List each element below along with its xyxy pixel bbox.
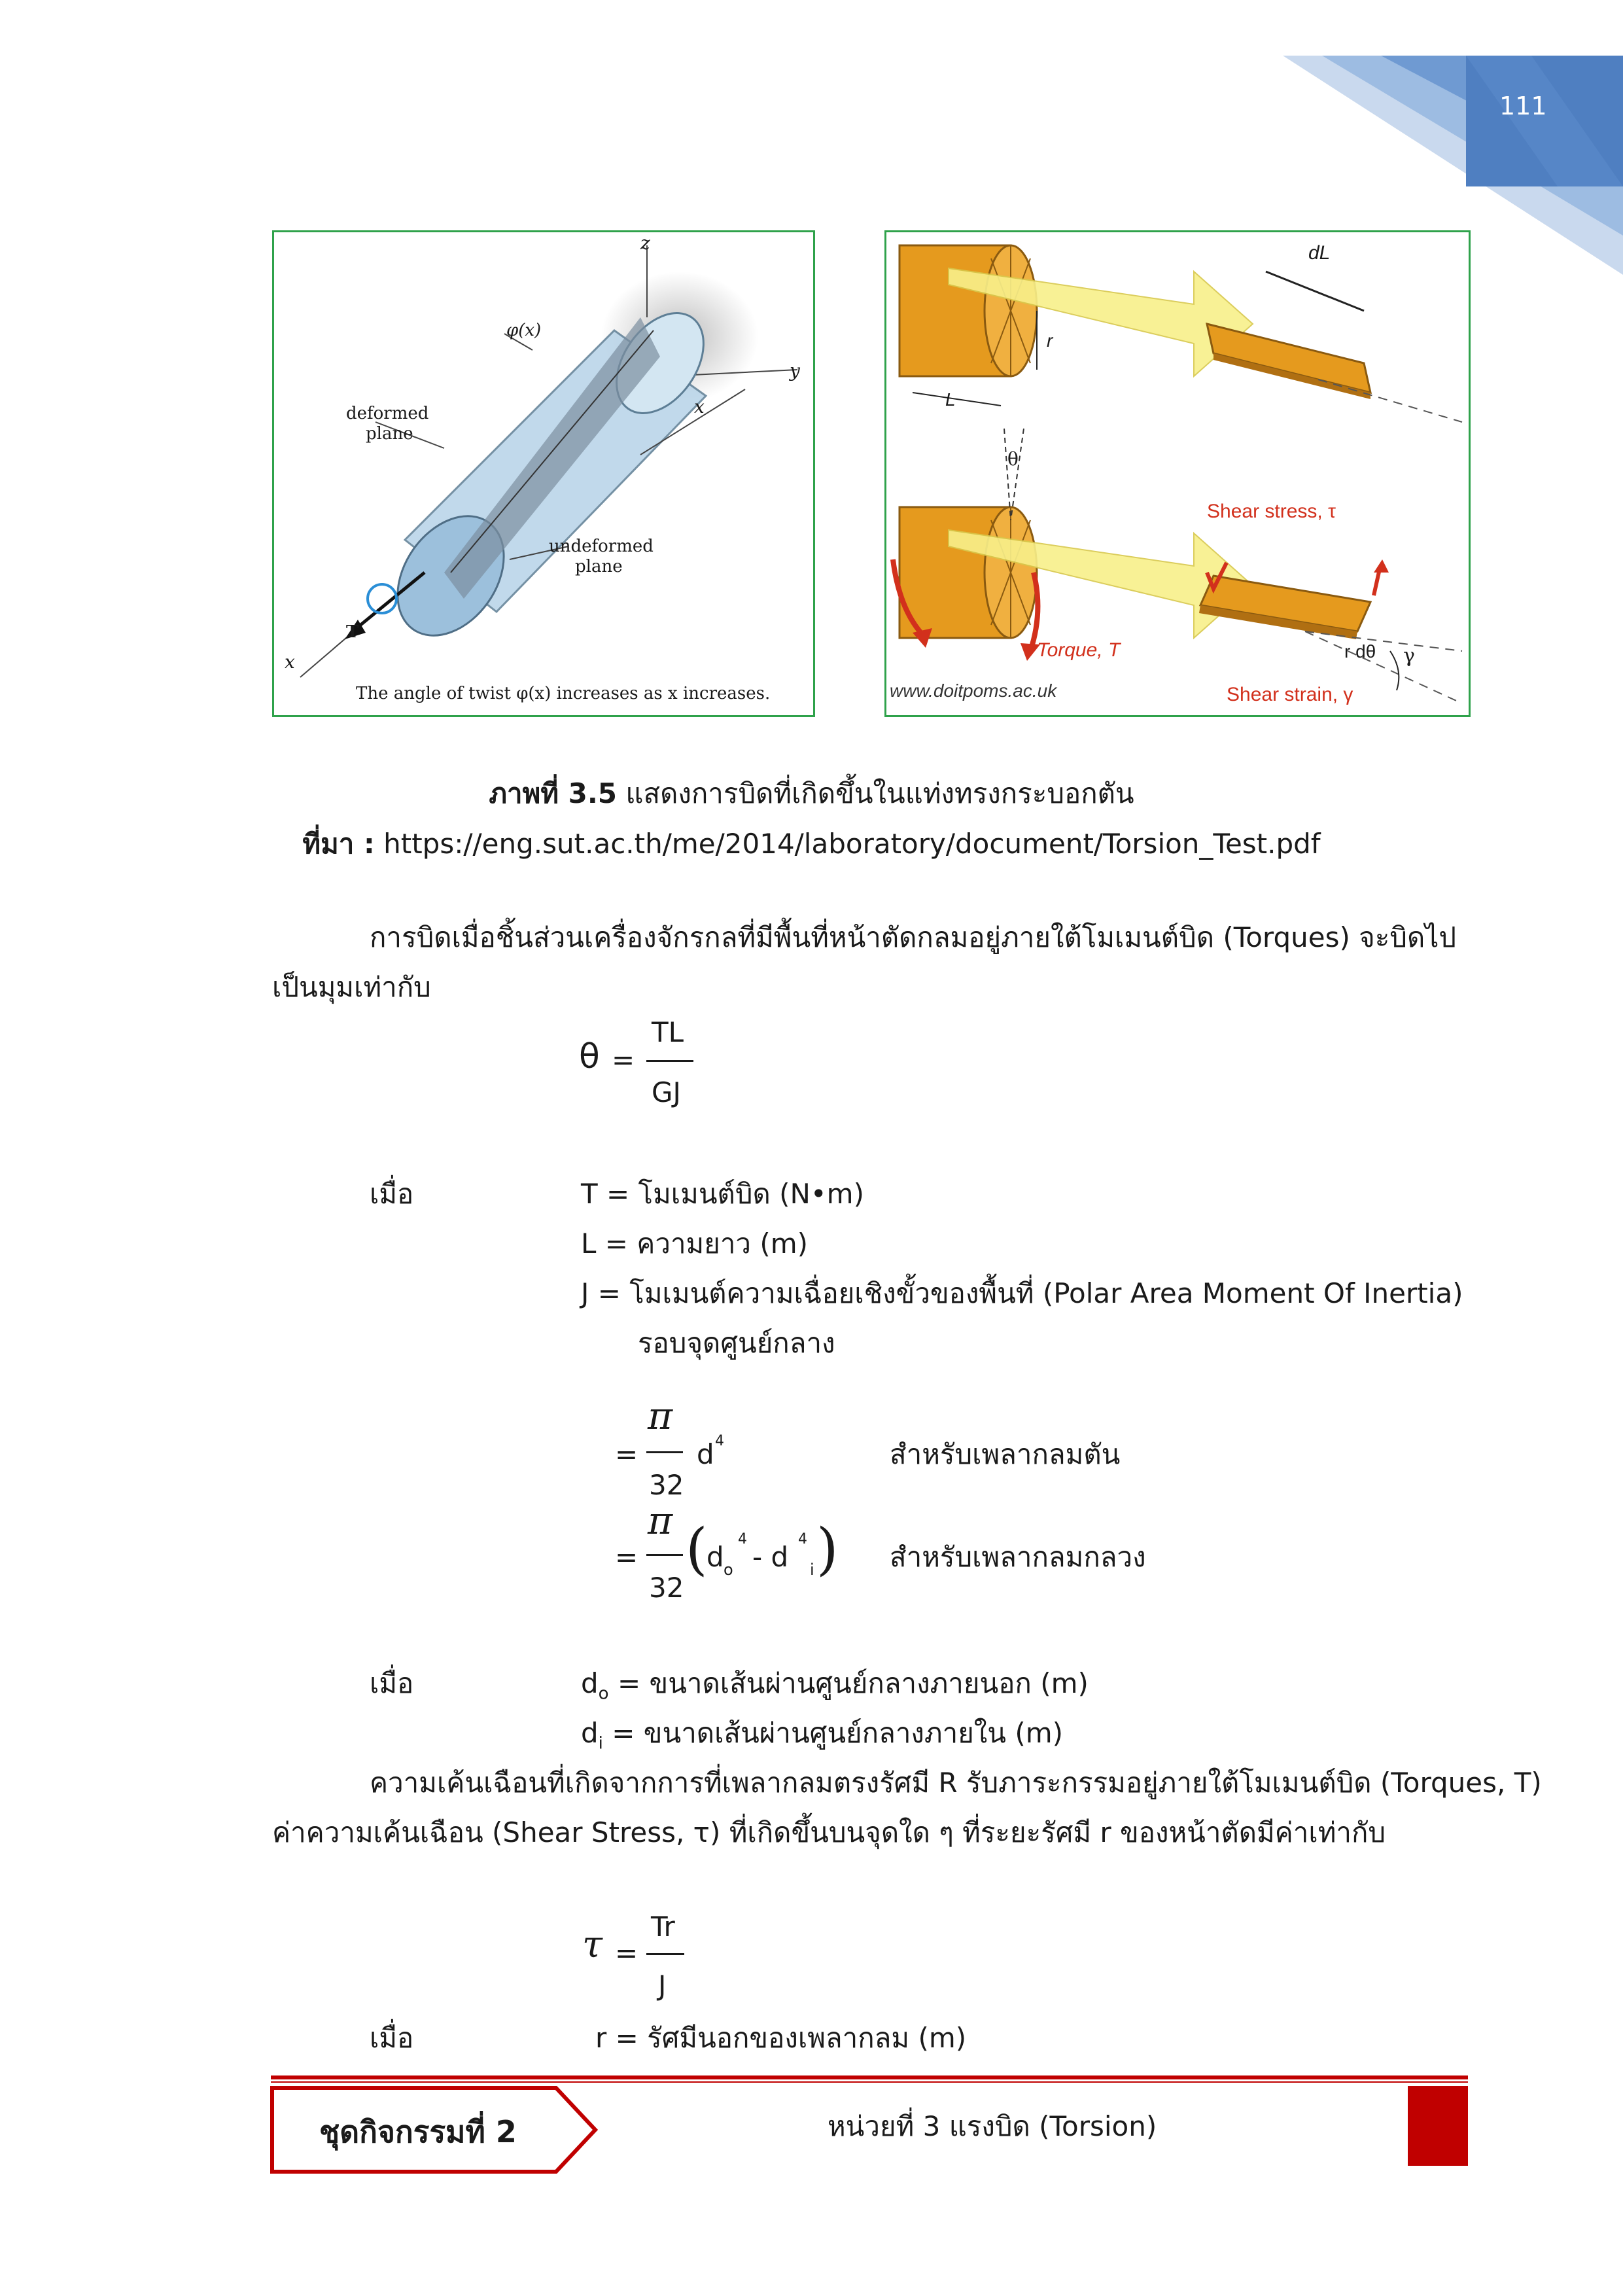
axis-y-label: y: [790, 360, 800, 381]
undeformed-label-1: undeformed: [549, 537, 654, 556]
l-label: L: [945, 389, 956, 410]
eqJ2-left-paren: (: [686, 1517, 708, 1582]
figure-right-shear-strain: [884, 230, 1471, 717]
axis-x-label-top: x: [694, 396, 705, 417]
eqJ2-note: สำหรับเพลากลมกลวง: [890, 1541, 1146, 1573]
eqJ2-denominator: 32: [649, 1572, 684, 1604]
shear-strain-diagram: [886, 232, 1469, 715]
eq1-denominator: GJ: [652, 1076, 681, 1108]
where-label-1: เมื่อ: [370, 1178, 414, 1210]
eq3-equals: =: [615, 1937, 638, 1969]
def-di-var: d: [581, 1717, 599, 1749]
eqJ2-di-exp: 4: [798, 1531, 807, 1547]
figure-left-caption: The angle of twist φ(x) increases as x increases.: [356, 684, 771, 703]
eqJ2-numerator: π: [648, 1498, 673, 1543]
para1-line2: เป็นมุมเท่ากับ: [272, 971, 431, 1003]
eq3-fraction-line: [646, 1953, 684, 1955]
figure-source: [0, 822, 1623, 866]
undeformed-label-2: plane: [575, 557, 623, 576]
phi-label: φ(x): [506, 321, 542, 340]
eqJ1-denominator: 32: [649, 1469, 684, 1501]
shear-strain-label: Shear strain, γ: [1227, 684, 1353, 705]
activity-label: ชุดกิจกรรมที่ 2: [319, 2114, 517, 2149]
eq3-lhs: τ: [582, 1924, 602, 1966]
twist-cylinder-diagram: [274, 232, 813, 715]
torque-label-right: Torque, T: [1037, 639, 1121, 661]
def-do-var: d: [581, 1667, 599, 1699]
figure-caption-text: แสดงการบิดที่เกิดขึ้นในแท่งทรงกระบอกตัน: [617, 777, 1134, 809]
para2-line2: ค่าความเค้นเฉือน (Shear Stress, τ) ที่เกิดขึ้นบนจุดใด ๆ ที่ระยะรัศมี r ของหน้าตัดมีค่าเท่ากับ: [272, 1816, 1386, 1848]
footer-red-block: [1408, 2086, 1468, 2166]
axis-z-label: z: [640, 232, 650, 254]
eq1-numerator: TL: [652, 1016, 684, 1048]
eqJ1-note: สำหรับเพลากลมตัน: [890, 1438, 1121, 1470]
unit-label: หน่วยที่ 3 แรงบิด (Torsion): [828, 2110, 1157, 2142]
eq1-fraction-line: [646, 1060, 693, 1062]
eq1-lhs: θ: [579, 1037, 600, 1076]
where-label-2: เมื่อ: [370, 1667, 414, 1699]
eqJ2-do: d: [707, 1541, 724, 1573]
eqJ1-variable: d: [697, 1438, 714, 1470]
figure-caption: [0, 772, 1623, 815]
eqJ2-right-paren: ): [816, 1517, 839, 1582]
figure-source-label: ที่มา :: [302, 828, 375, 860]
website-label: www.doitpoms.ac.uk: [890, 680, 1057, 701]
eqJ1-numerator: π: [648, 1394, 673, 1438]
def-L: L = ความยาว (m): [581, 1227, 809, 1260]
eqJ2-fraction-line: [646, 1554, 683, 1556]
para2-line1: ความเค้นเฉือนที่เกิดจากการที่เพลากลมตรงรัศมี R รับภาระกรรมอยู่ภายใต้โมเมนต์บิด (Torques, T): [370, 1767, 1542, 1799]
footer-rule-thick: [271, 2075, 1468, 2079]
deformed-label-1: deformed: [346, 404, 429, 423]
def-di-sub: i: [598, 1733, 603, 1754]
eq3-numerator: Tr: [651, 1911, 675, 1943]
def-J-line2: รอบจุดศูนย์กลาง: [638, 1327, 835, 1359]
def-do-text: = ขนาดเส้นผ่านศูนย์กลางภายนอก (m): [608, 1667, 1089, 1699]
deformed-label-2: plane: [366, 424, 413, 444]
eqJ2-minus-di: - d: [752, 1541, 789, 1573]
theta-label: θ: [1007, 448, 1019, 470]
eqJ2-do-exp: 4: [738, 1531, 747, 1547]
torque-label: T: [346, 622, 359, 642]
def-do: [581, 1667, 1089, 1704]
figure-source-url[interactable]: https://eng.sut.ac.th/me/2014/laboratory/document/Torsion_Test.pdf: [374, 828, 1321, 860]
gamma-label: γ: [1403, 645, 1415, 667]
def-di: [581, 1717, 1063, 1754]
shear-stress-label: Shear stress, τ: [1207, 501, 1336, 522]
dl-label: dL: [1308, 242, 1331, 264]
eqJ2-do-sub: o: [724, 1561, 733, 1579]
eqJ1-exponent: 4: [715, 1433, 724, 1449]
page-number: 111: [1499, 92, 1547, 120]
def-T: T = โมเมนต์บิด (N•m): [581, 1178, 864, 1210]
eqJ1-equals: =: [615, 1438, 638, 1470]
where-label-3: เมื่อ: [370, 2022, 414, 2054]
axis-x-label-bottom: x: [285, 651, 295, 673]
eq3-denominator: J: [658, 1969, 667, 2002]
def-di-text: = ขนาดเส้นผ่านศูนย์กลางภายใน (m): [602, 1717, 1064, 1749]
para1-line1: การบิดเมื่อชิ้นส่วนเครื่องจักรกลที่มีพื้นที่หน้าตัดกลมอยู่ภายใต้โมเมนต์บิด (Torques) จะบิดไป: [370, 921, 1457, 953]
r-label: r: [1047, 330, 1053, 351]
def-r: r = รัศมีนอกของเพลากลม (m): [595, 2022, 967, 2054]
eq1-equals: =: [612, 1044, 635, 1076]
figure-caption-label: ภาพที่ 3.5: [489, 777, 618, 809]
def-J: J = โมเมนต์ความเฉื่อยเชิงขั้วของพื้นที่ (Polar Area Moment Of Inertia): [581, 1277, 1463, 1309]
figure-left-twist-cylinder: [272, 230, 815, 717]
def-do-sub: o: [598, 1684, 609, 1704]
rdtheta-label: r dθ: [1344, 641, 1376, 662]
eqJ1-fraction-line: [646, 1451, 683, 1453]
eqJ2-equals: =: [615, 1541, 638, 1573]
footer-rule-thin: [271, 2081, 1468, 2083]
eqJ2-di-sub: i: [810, 1561, 814, 1579]
